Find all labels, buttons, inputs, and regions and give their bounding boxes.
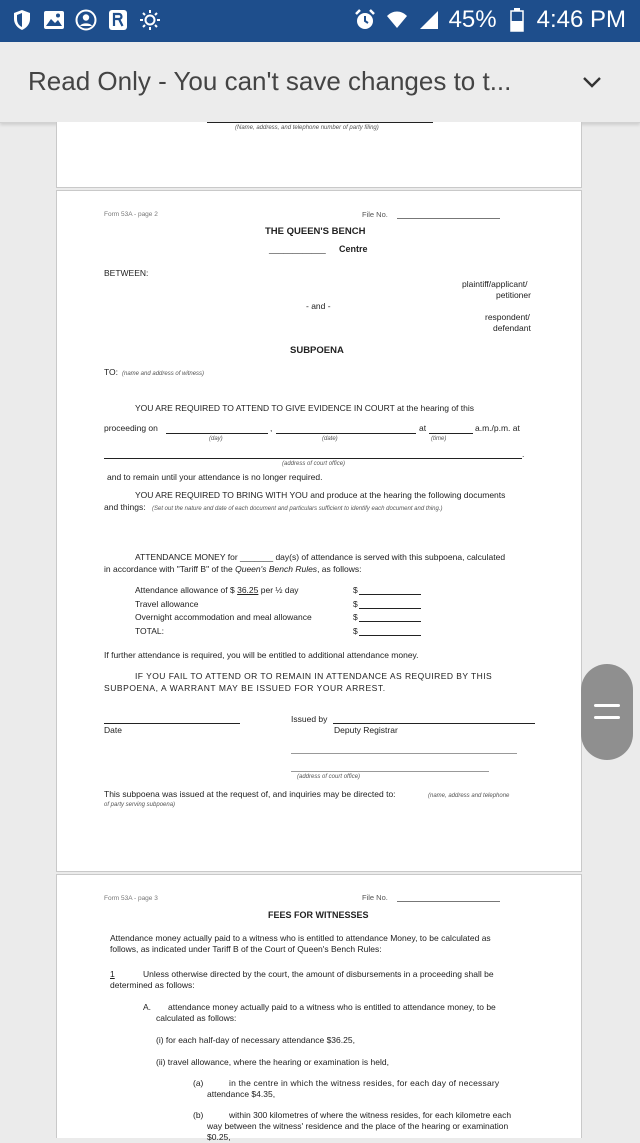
- document-page-3: [56, 874, 582, 1142]
- fees-title: FEES FOR WITNESSES: [268, 910, 369, 920]
- dash: ,: [270, 423, 273, 433]
- rule-number: 1: [110, 969, 115, 979]
- read-only-banner: [0, 42, 640, 123]
- dollar-sign: $: [353, 612, 358, 622]
- respondent-label: respondent/: [485, 312, 530, 322]
- to-hint: (name and address of witness): [122, 371, 205, 377]
- file-no-label: File No.: [362, 210, 388, 219]
- deputy-registrar-label: Deputy Registrar: [334, 725, 398, 735]
- status-bar: [0, 0, 640, 42]
- court-office-hint: (address of court office): [282, 461, 346, 467]
- to-label: TO:: [104, 367, 119, 377]
- clause-i: (i) for each half-day of necessary attendance $36.25,: [156, 1035, 355, 1045]
- remain-text: and to remain until your attendance is no longer required.: [107, 472, 323, 482]
- clause-a-line-1: attendance money actually paid to a witness who is entitled to attendance money, to be: [168, 1002, 496, 1012]
- time-hint: (time): [431, 436, 447, 442]
- sub-b-line-3: $0.25,: [207, 1132, 231, 1142]
- handle-grip-line: [594, 716, 620, 719]
- form-label: Form 53A - page 3: [104, 895, 158, 902]
- further-attendance-text: If further attendance is required, you will be entitled to additional attendance money.: [104, 650, 419, 660]
- warning-line-1: IF YOU FAIL TO ATTEND OR TO REMAIN IN ATTENDANCE AS REQUIRED BY THIS: [135, 671, 493, 681]
- centre-blank: ____________: [269, 244, 326, 254]
- fees-intro-line-2: follows, as indicated under Tariff B of the Court of Queen's Bench Rules:: [110, 944, 382, 954]
- account-icon: [74, 8, 98, 32]
- tariff-text: in accordance with "Tariff B" of the Queen's Bench Rules, as follows:: [104, 564, 362, 574]
- subpoena-title: SUBPOENA: [290, 345, 344, 356]
- at-label: at: [419, 423, 427, 433]
- overnight-allowance-label: Overnight accommodation and meal allowance: [135, 612, 312, 622]
- sub-b-line-2: way between the witness' residence and the place of the hearing or examination: [207, 1121, 509, 1131]
- required-attend-text: YOU ARE REQUIRED TO ATTEND TO GIVE EVIDENCE IN COURT at the hearing of this: [135, 403, 475, 413]
- dollar-sign: $: [353, 585, 358, 595]
- scroll-handle[interactable]: [581, 664, 633, 760]
- alarm-icon: [353, 8, 377, 32]
- attendance-allowance-label: Attendance allowance of $ 36.25 per ½ day: [135, 585, 299, 595]
- clause-ii: (ii) travel allowance, where the hearing or examination is held,: [156, 1057, 389, 1067]
- sub-a-line-1: in the centre in which the witness resides, for each day of necessary: [229, 1078, 500, 1088]
- issued-by-label: Issued by: [291, 714, 328, 724]
- total-label: TOTAL:: [135, 626, 164, 636]
- battery-icon: [505, 8, 529, 32]
- court-name: THE QUEEN'S BENCH: [265, 226, 366, 237]
- plaintiff-label: plaintiff/applicant/: [462, 279, 528, 289]
- request-hint-2: of party serving subpoena): [104, 802, 176, 808]
- date-hint: (date): [322, 436, 338, 442]
- clause-a-line-2: calculated as follows:: [156, 1013, 237, 1023]
- day-hint: (day): [209, 436, 223, 442]
- sub-a-line-2: attendance $4.35,: [207, 1089, 276, 1099]
- travel-allowance-label: Travel allowance: [135, 599, 199, 609]
- document-page-2: [56, 190, 582, 872]
- warning-line-2: SUBPOENA, A WARRANT MAY BE ISSUED FOR YOUR ARREST.: [104, 683, 386, 693]
- and-label: - and -: [306, 301, 331, 311]
- rule-1-line-1: Unless otherwise directed by the court, the amount of disbursements in a proceeding shall be: [143, 969, 494, 979]
- attendance-money-text: ATTENDANCE MONEY for _______ day(s) of attendance is served with this subpoena, calculated: [135, 552, 506, 562]
- bring-text: YOU ARE REQUIRED TO BRING WITH YOU and produce at the hearing the following documents: [135, 490, 506, 500]
- file-no-label: File No.: [362, 893, 388, 902]
- sun-icon: [138, 8, 162, 32]
- form-label: Form 53A - page 2: [104, 211, 158, 218]
- wifi-icon: [385, 8, 409, 32]
- bring-hint: (Set out the nature and date of each document and particulars sufficient to identify each document and thing.): [152, 506, 443, 512]
- document-page-1: [56, 122, 582, 188]
- sub-b-label: (b): [193, 1110, 204, 1120]
- defendant-label: defendant: [493, 323, 531, 333]
- handle-grip-line: [594, 704, 620, 707]
- dollar-sign: $: [353, 599, 358, 609]
- request-text: This subpoena was issued at the request of, and inquiries may be directed to:: [104, 789, 396, 799]
- read-only-message: Read Only - You can't save changes to t...: [28, 66, 512, 96]
- image-icon: [42, 8, 66, 32]
- signal-icon: [417, 8, 441, 32]
- shield-icon: [10, 8, 34, 32]
- clause-a-label: A.: [143, 1002, 152, 1012]
- battery-percent: 45%: [448, 6, 497, 33]
- sub-a-label: (a): [193, 1078, 204, 1088]
- request-hint-1: (name, address and telephone: [428, 793, 510, 799]
- date-label: Date: [104, 725, 122, 735]
- things-label: and things:: [104, 502, 146, 512]
- chevron-down-icon[interactable]: [578, 68, 606, 96]
- between-label: BETWEEN:: [104, 268, 149, 278]
- party-filing-caption: (Name, address, and telephone number of party filing): [235, 125, 379, 131]
- centre-label: Centre: [339, 244, 368, 254]
- petitioner-label: petitioner: [496, 290, 531, 300]
- dollar-sign: $: [353, 626, 358, 636]
- r-app-icon: [106, 8, 130, 32]
- ampm-label: a.m./p.m. at: [475, 423, 520, 433]
- sub-b-line-1: within 300 kilometres of where the witness resides, for each kilometre each: [229, 1110, 512, 1120]
- clock-time: 4:46 PM: [536, 6, 626, 33]
- proceeding-on-label: proceeding on: [104, 423, 158, 433]
- period: .: [522, 449, 525, 459]
- fees-intro-line-1: Attendance money actually paid to a witness who is entitled to attendance Money, to be calculated as: [110, 933, 491, 943]
- rule-1-line-2: determined as follows:: [110, 980, 195, 990]
- court-office-hint-2: (address of court office): [297, 774, 361, 780]
